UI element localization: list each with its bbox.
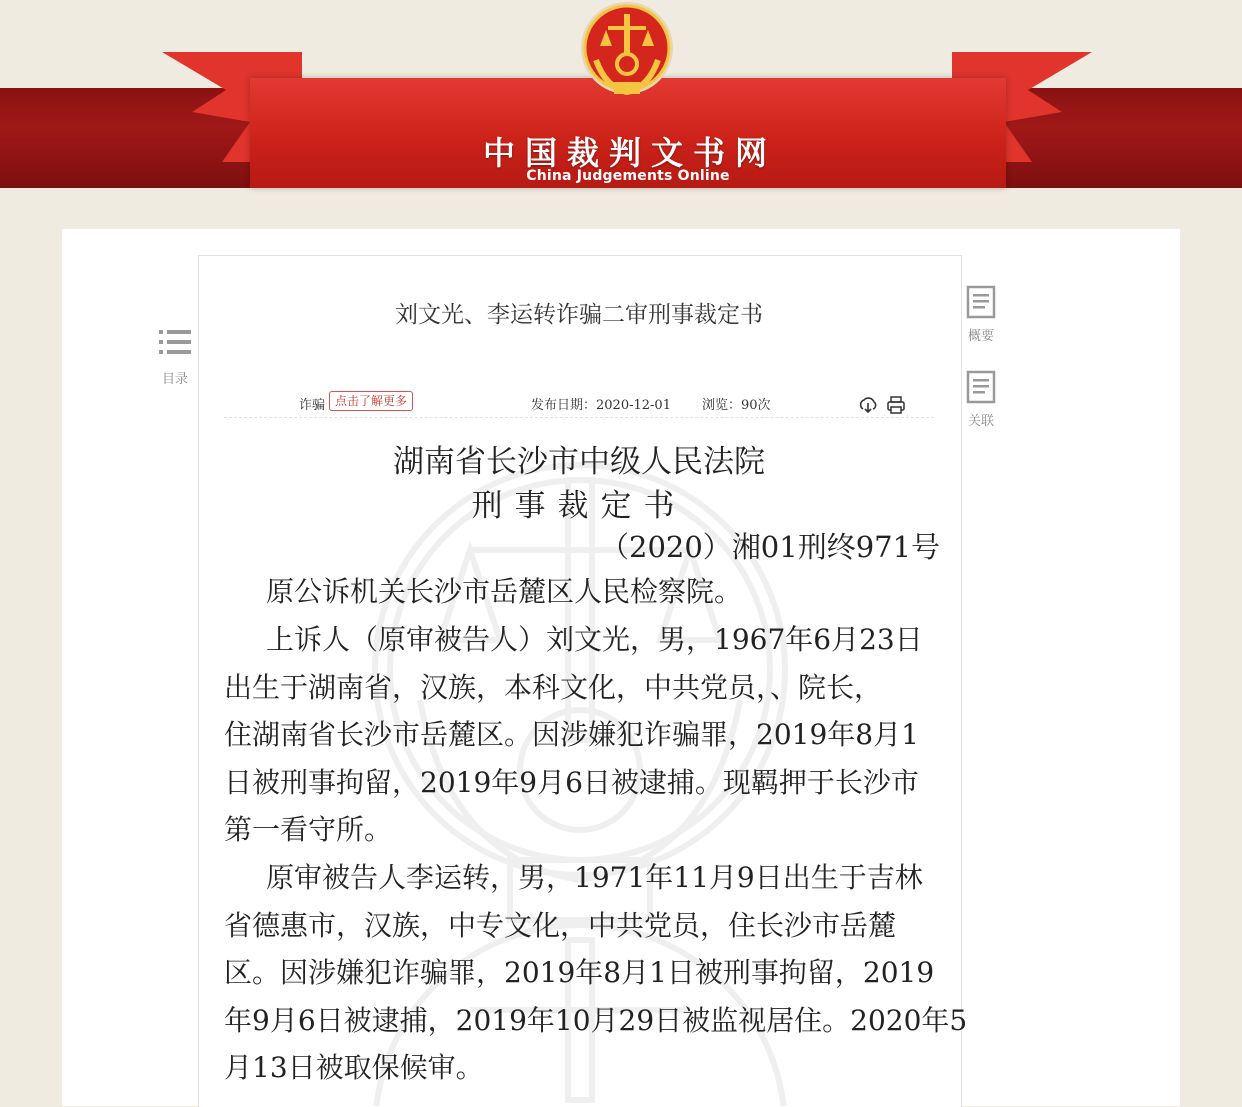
view-count-value: 90次 [741,398,771,413]
paragraph-line: 年9月6日被逮捕，2019年10月29日被监视居住。2020年5 [224,1003,968,1037]
paragraph-line: 出生于湖南省，汉族，本科文化，中共党员，、院长， [224,670,883,704]
document-type: 刑事裁定书 [471,488,687,524]
summary-button[interactable] [962,285,1000,344]
learn-more-button[interactable]: 点击了解更多 [329,391,413,411]
print-icon[interactable] [886,395,906,415]
case-number: （2020）湘01刑终971号 [600,530,941,564]
paragraph-line: 省德惠市，汉族，中专文化，中共党员，住长沙市岳麓 [224,908,897,942]
view-count [702,394,771,413]
publish-date-label: 发布日期： [531,398,597,413]
document-summary-icon [965,285,997,319]
paragraph-line: 日被刑事拘留，2019年9月6日被逮捕。现羁押于长沙市 [224,765,919,799]
view-count-label: 浏览： [702,398,742,413]
paragraph-defendant [224,854,968,1092]
download-icon[interactable] [858,395,878,415]
related-label: 关联 [967,414,994,429]
toc-label: 目录 [161,372,188,387]
publish-date-value: 2020-12-01 [596,398,671,413]
related-button[interactable] [962,370,1000,429]
case-tag: 诈骗 [299,398,326,413]
court-name: 湖南省长沙市中级人民法院 [393,444,765,480]
related-documents-icon [965,370,997,404]
paragraph-prosecutor [224,568,936,616]
paragraph-line: 住湖南省长沙市岳麓区。因涉嫌犯诈骗罪，2019年8月1 [224,718,919,752]
paragraph-line: 原公诉机关长沙市岳麓区人民检察院。 [266,575,743,608]
summary-label: 概要 [967,329,994,344]
toc-button[interactable] [154,328,196,387]
list-icon [156,328,194,362]
paragraph-line: 区。因涉嫌犯诈骗罪，2019年8月1日被刑事拘留，2019 [224,956,935,990]
court-emblem-icon [576,0,678,104]
paragraph-line: 第一看守所。 [224,813,393,847]
paragraph-appellant [224,616,936,854]
document-title: 刘文光、李运转诈骗二审刑事裁定书 [395,302,763,328]
site-header [0,0,1242,190]
paragraph-line: 上诉人（原审被告人）刘文光，男，1967年6月23日 [266,623,923,656]
meta-divider [224,417,934,418]
paragraph-line: 月13日被取保候审。 [224,1051,484,1085]
site-title: 中国裁判文书网 [482,134,777,172]
publish-date [531,394,671,413]
site-subtitle: China Judgements Online [526,168,730,184]
paragraph-line: 原审被告人李运转，男，1971年11月9日出生于吉林 [266,861,923,894]
